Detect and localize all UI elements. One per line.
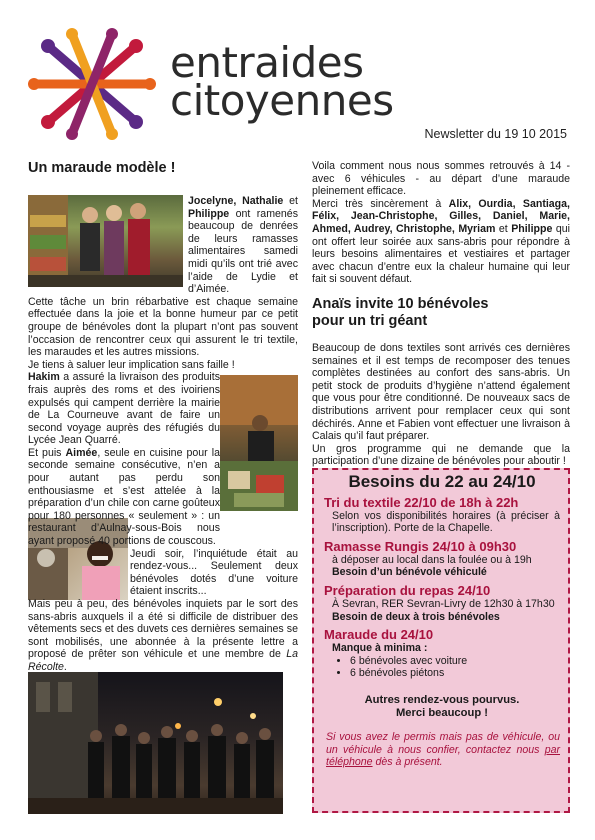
night-maraude-photo (28, 672, 283, 814)
need-request: Besoin de deux à trois bénévoles (332, 610, 500, 623)
article-paragraph (28, 371, 298, 447)
need-heading-repas: Préparation du repas 24/10 (324, 582, 491, 598)
needs-title: Besoins du 22 au 24/10 (348, 472, 536, 491)
needs-box (312, 468, 570, 813)
article-paragraph (312, 198, 570, 286)
text-run: La Récolte (28, 648, 298, 673)
brand-name-line1: entraides (170, 38, 364, 87)
text-run: . (63, 660, 67, 673)
closing-line2: Merci beaucoup ! (395, 706, 488, 719)
needs-footer-end: dès à présent. (372, 756, 443, 769)
article-paragraph: Cette tâche un brin rébarbative est chaque semaine effectuée dans la joie et la bonne humeur par ce petit groupe de bénévoles dont la plupart n’ont pas souvent l’occasion de rencontrer ceux qui assurent le tri textile, les maraudes et les autres missions. (28, 295, 298, 359)
text-run: Philippe (511, 222, 553, 235)
article-title-tri-line1: Anaïs invite 10 bénévoles (312, 295, 489, 312)
article-title-tri (312, 296, 570, 330)
text-run: Mais peu à peu, des bénévoles inquiets par le sort des sans-abris auxquels il a été si difficile de distribuer des vêtements secs et des duvets ces dernières semaines se sont mobilisés, une abonnée à la présente lettre a proposé de prêter son véhicule et une membre de (28, 598, 298, 661)
text-run: Aimée (65, 446, 98, 459)
need-request: Besoin d’un bénévole véhiculé (332, 566, 487, 579)
article-paragraph (28, 195, 298, 296)
need-heading-tri: Tri du textile 22/10 de 18h à 22h (324, 494, 519, 510)
need-heading-maraude: Maraude du 24/10 (324, 627, 434, 643)
article-title-maraude: Un maraude modèle ! (28, 160, 176, 176)
text-run: Alix, Ourdia, Santiaga, Félix, Jean-Christophe, Gilles, Daniel, Marie, Ahmed, Audrey, Christophe, Myriam (312, 197, 570, 235)
newsletter-date: Newsletter du 19 10 2015 (424, 127, 567, 141)
list-item: • 6 bénévoles avec voiture (350, 655, 560, 668)
needs-footer-text: Si vous avez le permis mais pas de véhicule, ou un véhicule à nous confier, contactez nous (326, 731, 560, 756)
text-run: Philippe (188, 207, 230, 220)
phone-link[interactable]: par téléphone (326, 743, 560, 769)
need-detail: Selon vos disponibilités horaires (à préciser à l’inscription). Porte de la Chapelle. (332, 509, 560, 535)
text-run: qui ont offert leur soirée aux sans-abris pour répondre à leurs besoins alimentaires et vestiaires et partager avec chacun d’entre eux la chaleur humaine qui leur fait si souvent défaut. (312, 222, 570, 286)
text-run: Et puis (28, 446, 66, 459)
left-column (28, 160, 298, 674)
need-detail: À Sevran, RER Sevran-Livry de 12h30 à 17h30 (332, 597, 555, 610)
text-run: ont ramenés beaucoup de denrées de leurs ramasses alimentaires samedi midi qu’ils ont trié avec l’aide de Lydie et d’Aimée. (188, 207, 298, 296)
text-run: Hakim (28, 371, 60, 384)
article-paragraph: Jeudi soir, l’inquiétude était au rendez-vous... Seulement deux bénévoles dotés d’une voiture étaient inscrits... (130, 547, 298, 598)
text-run: Merci très sincèrement à (312, 197, 449, 210)
right-column (312, 160, 570, 468)
text-run: , seule en cuisine pour la seconde semaine consécutive, n’en a pour autant pas perdu son enthousiasme et s’est attelée à la préparation d’un chile con carne goûteux pour 180 personnes « seulement » : un restaurant d’Aulnay-sous-Bois nous ayant proposé 40 portions de couscous. (28, 446, 220, 548)
article-paragraph: Voila comment nous nous sommes retrouvés à 14 - avec 6 véhicules - au départ d’une maraude pleinement efficace. (312, 160, 570, 198)
needs-footer (324, 731, 560, 769)
need-detail: à déposer au local dans la foulée ou à 19h (332, 553, 532, 566)
article-paragraph (28, 447, 298, 548)
article-paragraph: Beaucoup de dons textiles sont arrivés ces dernières semaines et il est temps de recomposer des tenues complètes destinées au confort des sans-abris. Un petit stock de produits d’hygiène n’attend également que vous pour être conditionné. De nouveaux sacs de distributions arrivent pour remplacer ceux qui sont déchirés. Anne et Fabien vont effectuer une livraison à Calais qu’il faut préparer. (312, 341, 570, 443)
maraude-sub: Manque à minima : (332, 642, 428, 655)
need-heading-rungis: Ramasse Rungis 24/10 à 09h30 (324, 538, 517, 554)
text-run: et (495, 222, 512, 235)
brand-name-line2: citoyennes (170, 76, 394, 125)
closing-line1: Autres rendez-vous pourvus. (364, 693, 520, 706)
list-item: • 6 bénévoles piétons (350, 667, 560, 680)
article-paragraph: Je tiens à saluer leur implication sans faille ! (28, 358, 235, 371)
article-paragraph (28, 598, 298, 674)
maraude-list (350, 655, 560, 680)
text-run: Jocelyne, Nathalie (188, 195, 284, 207)
text-run: a assuré la livraison des produits frais auprès des roms et des ivoiriens expulsés qui campent derrière la mairie de La Courneuve avant de faire un second voyage auprès des réfugiés du Lycée Jean Quarré. (28, 371, 220, 447)
text-run: et (283, 195, 298, 207)
logo-icon (28, 28, 156, 140)
article-paragraph: Un gros programme qui ne demande que la participation d’une dizaine de bénévoles pour aboutir ! (312, 442, 570, 468)
article-title-tri-line2: pour un tri géant (312, 312, 428, 329)
